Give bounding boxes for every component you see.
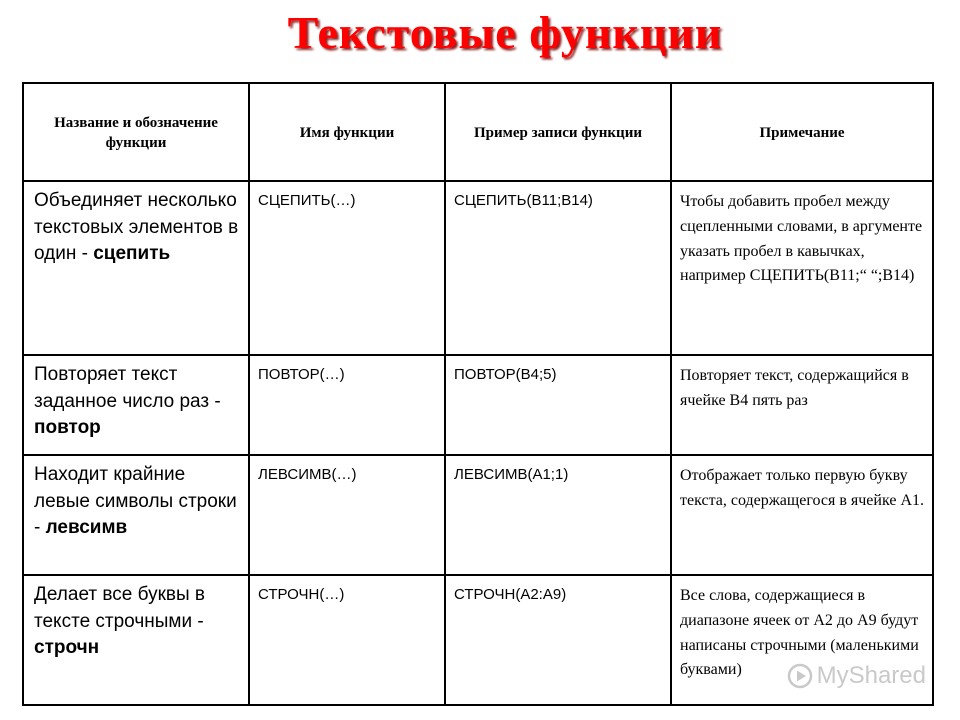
description-text: Находит крайние левые символы строки -	[34, 464, 237, 539]
function-description-cell	[23, 455, 249, 575]
function-short-name: левсимв	[45, 517, 128, 539]
table-row	[23, 455, 933, 575]
watermark	[787, 662, 926, 690]
table-header-row	[23, 83, 933, 181]
header-function-name: Имя функции	[249, 83, 445, 181]
function-example-cell: СТРОЧН(A2:A9)	[445, 575, 671, 705]
description-text: Повторяет текст заданное число раз -	[34, 364, 221, 412]
header-function-description: Название и обозначение функции	[23, 83, 249, 181]
note-cell: Чтобы добавить пробел между сцепленными словами, в аргументе указать пробел в кавычках, например СЦЕПИТЬ(B11;“ “;B14)	[671, 181, 933, 355]
function-name-cell: СТРОЧН(…)	[249, 575, 445, 705]
function-name-cell: СЦЕПИТЬ(…)	[249, 181, 445, 355]
note-cell: Отображает только первую букву текста, содержащегося в ячейке A1.	[671, 455, 933, 575]
note-cell: Повторяет текст, содержащийся в ячейке B4 пять раз	[671, 355, 933, 455]
function-description-cell	[23, 181, 249, 355]
function-short-name: строчн	[34, 637, 100, 659]
play-logo-icon	[787, 663, 813, 689]
function-name-cell: ПОВТОР(…)	[249, 355, 445, 455]
function-short-name: повтор	[34, 417, 101, 439]
function-name-cell: ЛЕВСИМВ(…)	[249, 455, 445, 575]
function-description-cell	[23, 575, 249, 705]
header-function-example: Пример записи функции	[445, 83, 671, 181]
function-example-cell: СЦЕПИТЬ(B11;B14)	[445, 181, 671, 355]
description-text: Делает все буквы в тексте строчными -	[34, 584, 205, 632]
table-row	[23, 181, 933, 355]
function-short-name: сцепить	[93, 243, 171, 265]
description-text: Объединяет несколько текстовых элементов в один -	[34, 190, 239, 265]
table-row	[23, 355, 933, 455]
function-example-cell: ПОВТОР(B4;5)	[445, 355, 671, 455]
function-description-cell	[23, 355, 249, 455]
functions-table	[22, 82, 934, 706]
watermark-text: MyShared	[816, 662, 926, 689]
header-note: Примечание	[671, 83, 933, 181]
function-example-cell: ЛЕВСИМВ(A1;1)	[445, 455, 671, 575]
note-cell: Все слова, содержащиеся в диапазоне ячеек от A2 до A9 будут написаны строчными (маленькими буквами)	[671, 575, 933, 705]
slide-title: Текстовые функции	[287, 7, 723, 58]
